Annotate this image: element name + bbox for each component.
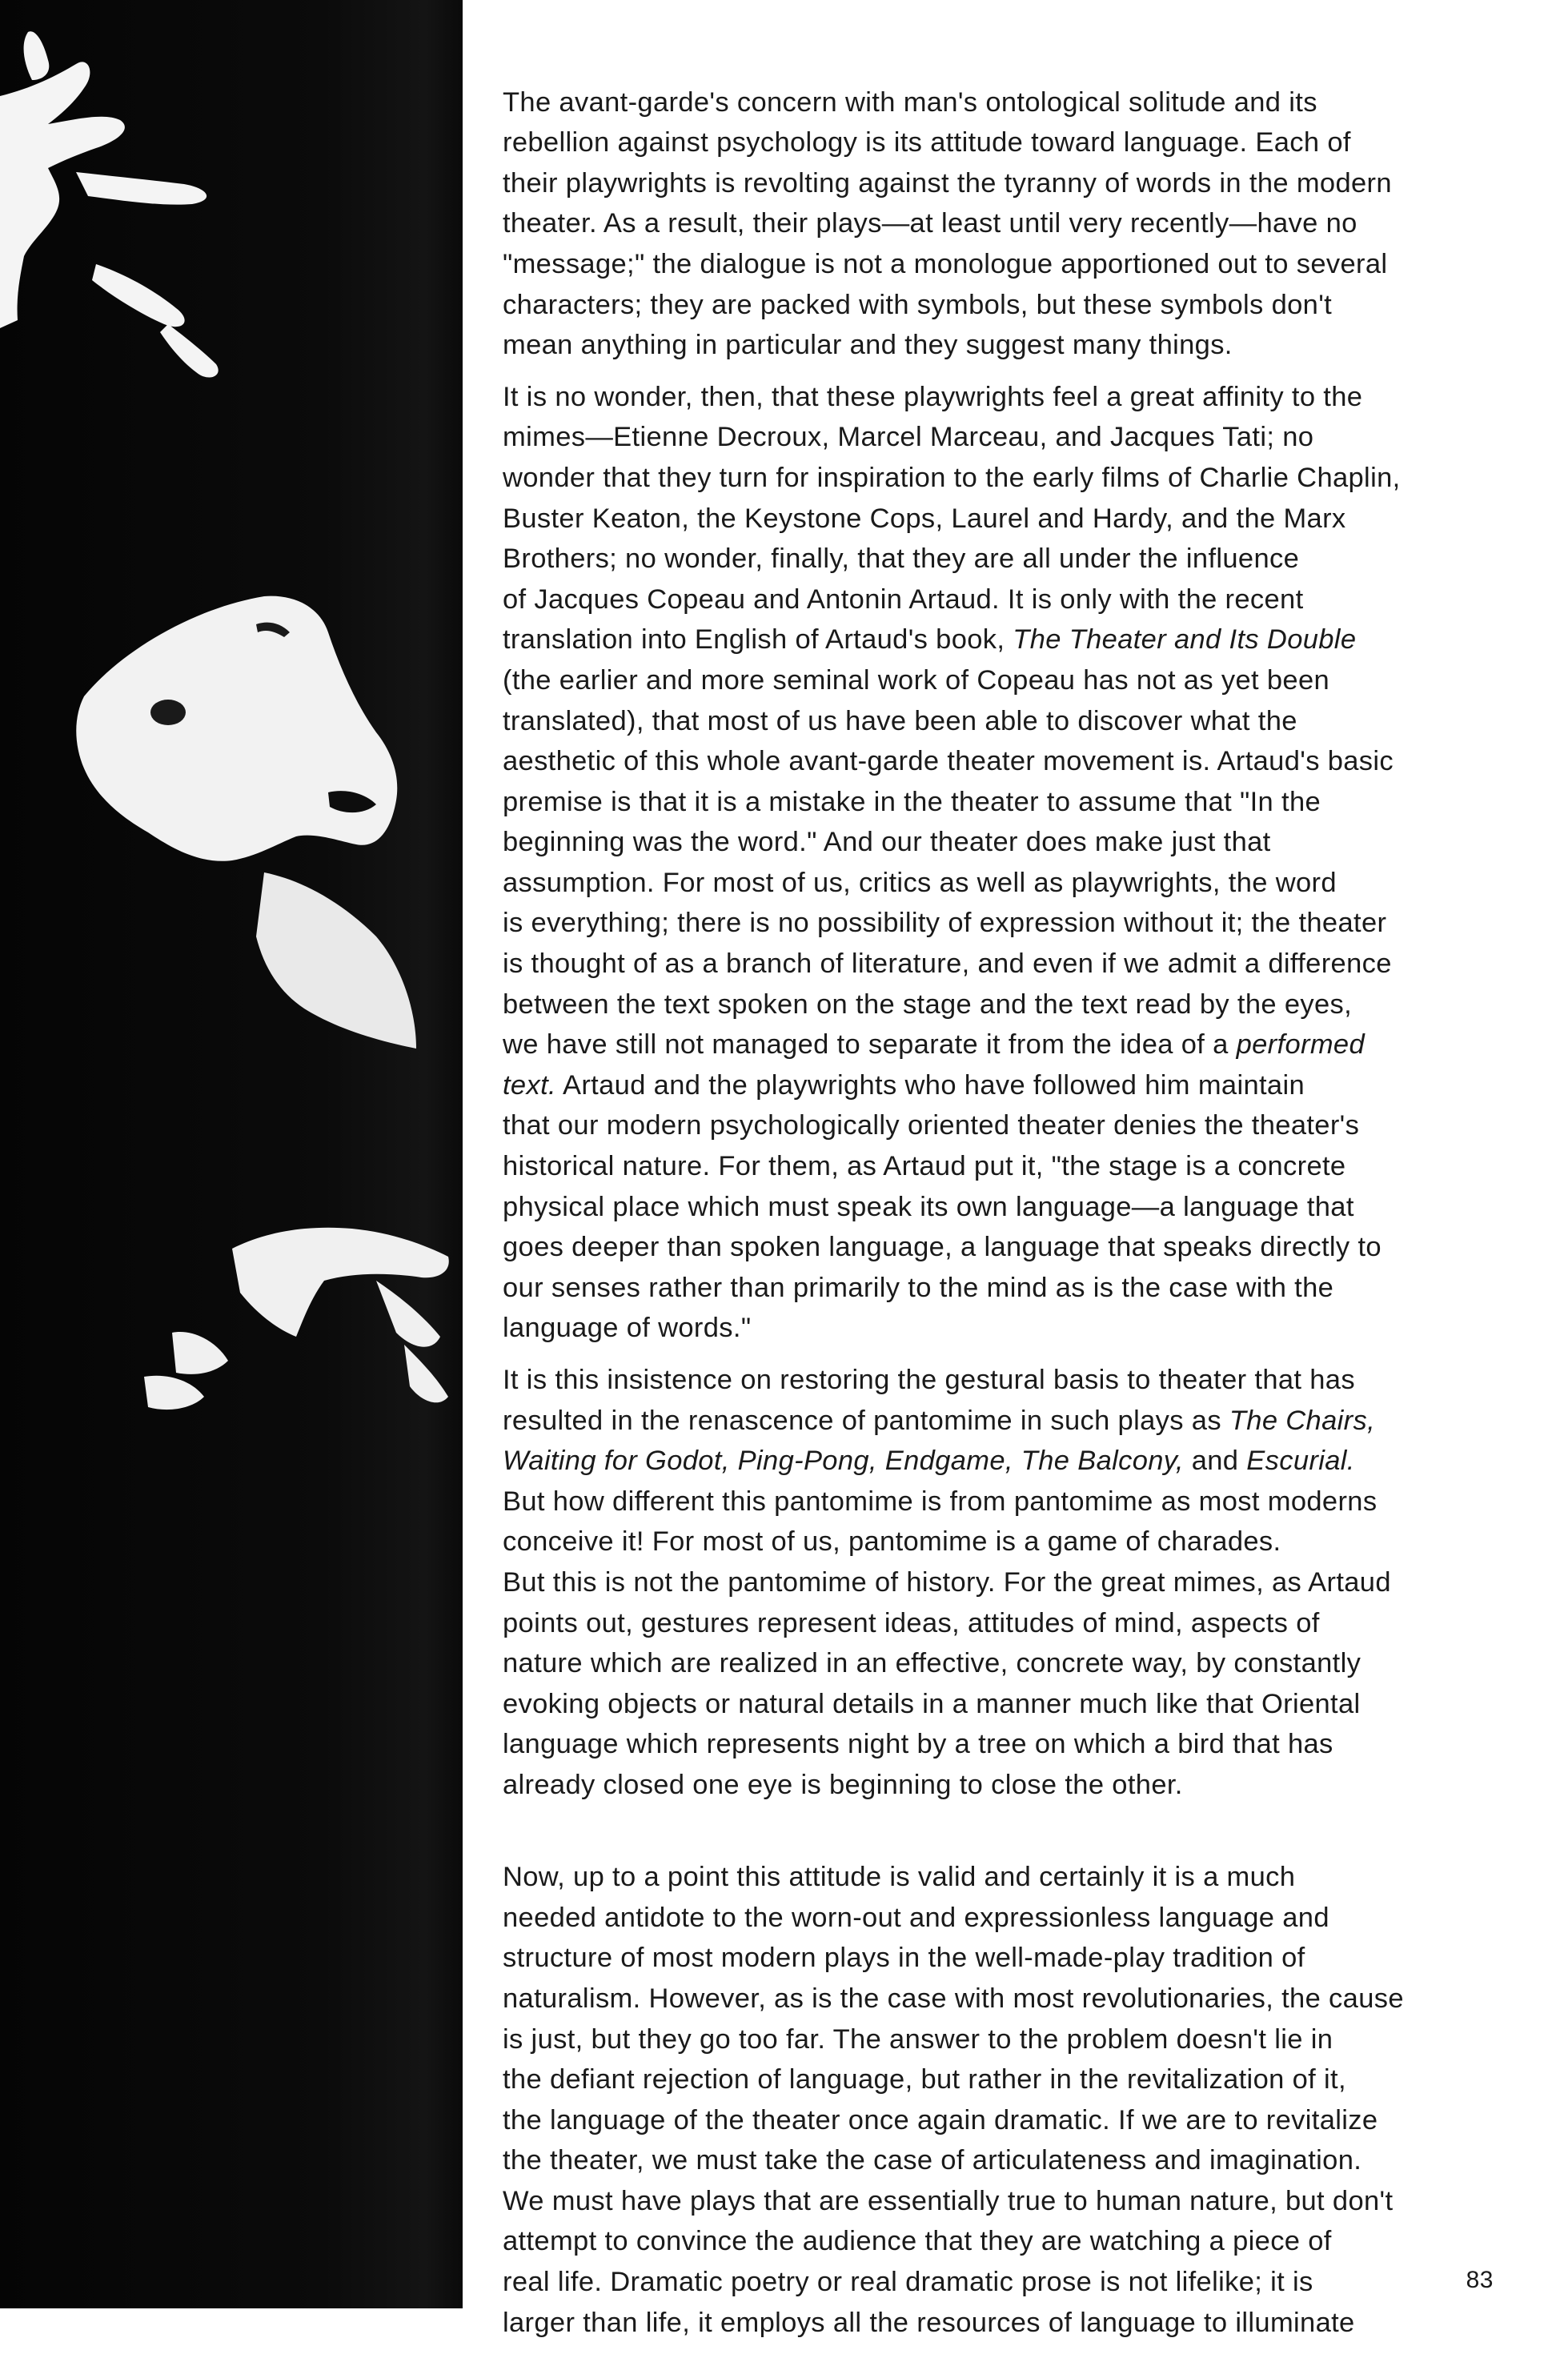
page-number: 83 xyxy=(1466,2267,1494,2293)
shoulder-shape xyxy=(256,872,416,1049)
mime-photo-panel xyxy=(0,0,463,2308)
play-titles-list: The Chairs, Waiting for Godot, Ping-Pong, Endgame, The Balcony, xyxy=(503,1405,1376,1477)
play-title-escurial: Escurial. xyxy=(1246,1446,1355,1477)
paragraph-2-text-a: It is no wonder, then, that these playwrights feel a great affinity to the mimes—Etienne Decroux, Marcel Marceau, and Jacques Tati; no wonder that they turn for inspiration to the early films of Charlie Chaplin, Buster Keaton, the Keystone Cops, Laurel and Hardy, and the Marx Brothers; no wonder, finally, that they are all under the influence of Jacques Copeau and Antonin Artaud. It is only with the recent translation into English of Artaud's book, xyxy=(503,381,1401,656)
paragraph-1-text: The avant-garde's concern with man's ontological solitude and its rebellion against psychology is its attitude toward language. Each of their playwrights is revolting against the tyranny of words in the modern theater. As a result, their plays—at least until very recently—have no "message;" the dialogue is not a monologue apportioned out to several characters; they are packed with symbols, but these symbols don't mean anything in particular and they suggest many things. xyxy=(503,86,1392,361)
book-title: The Theater and Its Double xyxy=(1013,624,1357,656)
paragraph-3-text-b: But how different this pantomime is from pantomime as most moderns conceive it! For most of us, pantomime is a game of charades. But this is not the pantomime of history. For the great mimes, as Artaud points out, gestures represent ideas, attitudes of mind, aspects of nature which are realized in an effective, concrete way, by constantly evoking objects or natural details in a manner much like that Oriental language which represents night by a tree on which a bird that has already closed one eye is beginning to close the other. xyxy=(503,1486,1391,1800)
paragraph-4 xyxy=(503,1817,1491,2344)
performed-text-emphasis: performed text. xyxy=(503,1029,1365,1101)
paragraph-2 xyxy=(503,377,1491,1349)
paragraph-2-text-c: Artaud and the playwrights who have followed him maintain that our modern psychologically oriented theater denies the theater's historical nature. For them, as Artaud put it, "the stage is a concrete physical place which must speak its own language—a language that goes deeper than spoken language, a language that speaks directly to our senses rather than primarily to the mind as is the case with the language of words." xyxy=(503,1069,1382,1344)
mime-performer-illustration xyxy=(0,0,463,2308)
eye-shape xyxy=(150,700,186,725)
paragraph-3 xyxy=(503,1360,1491,1806)
paragraph-4-text: Now, up to a point this attitude is valid and certainly it is a much needed antidote to the worn-out and expressionless language and structure of most modern plays in the well-made-play tradition of naturalism. However, as is the case with most revolutionaries, the cause is just, but they go too far. The answer to the problem doesn't lie in the defiant rejection of language, but rather in the revitalization of it, the language of the theater once again dramatic. If we are to revitalize the theater, we must take the case of articulateness and imagination. We must have plays that are essentially true to human nature, but don't attempt to convince the audience that they are watching a piece of real life. Dramatic poetry or real dramatic prose is not lifelike; it is larger than life, it employs all the resources of language to illuminate xyxy=(503,1862,1404,2338)
paragraph-1 xyxy=(503,42,1491,366)
article-body xyxy=(503,42,1491,2354)
face-shape xyxy=(76,596,397,861)
paragraph-3-text-a: It is this insistence on restoring the gestural basis to theater that has resulted in the renascence of pantomime in such plays as xyxy=(503,1365,1355,1436)
paragraph-3-conjunction: and xyxy=(1183,1446,1247,1477)
paragraph-2-text-b: (the earlier and more seminal work of Copeau has not as yet been translated), that most of us have been able to discover what the aesthetic of this whole avant-garde theater movement is. Artaud's basic premise is that it is a mistake in the theater to assume that "In the beginning was the word." And our theater does make just that assumption. For most of us, critics as well as playwrights, the word is everything; there is no possibility of expression without it; the theater is thought of as a branch of literature, and even if we admit a difference between the text spoken on the stage and the text read by the eyes, we have still not managed to separate it from the idea of a xyxy=(503,664,1394,1061)
